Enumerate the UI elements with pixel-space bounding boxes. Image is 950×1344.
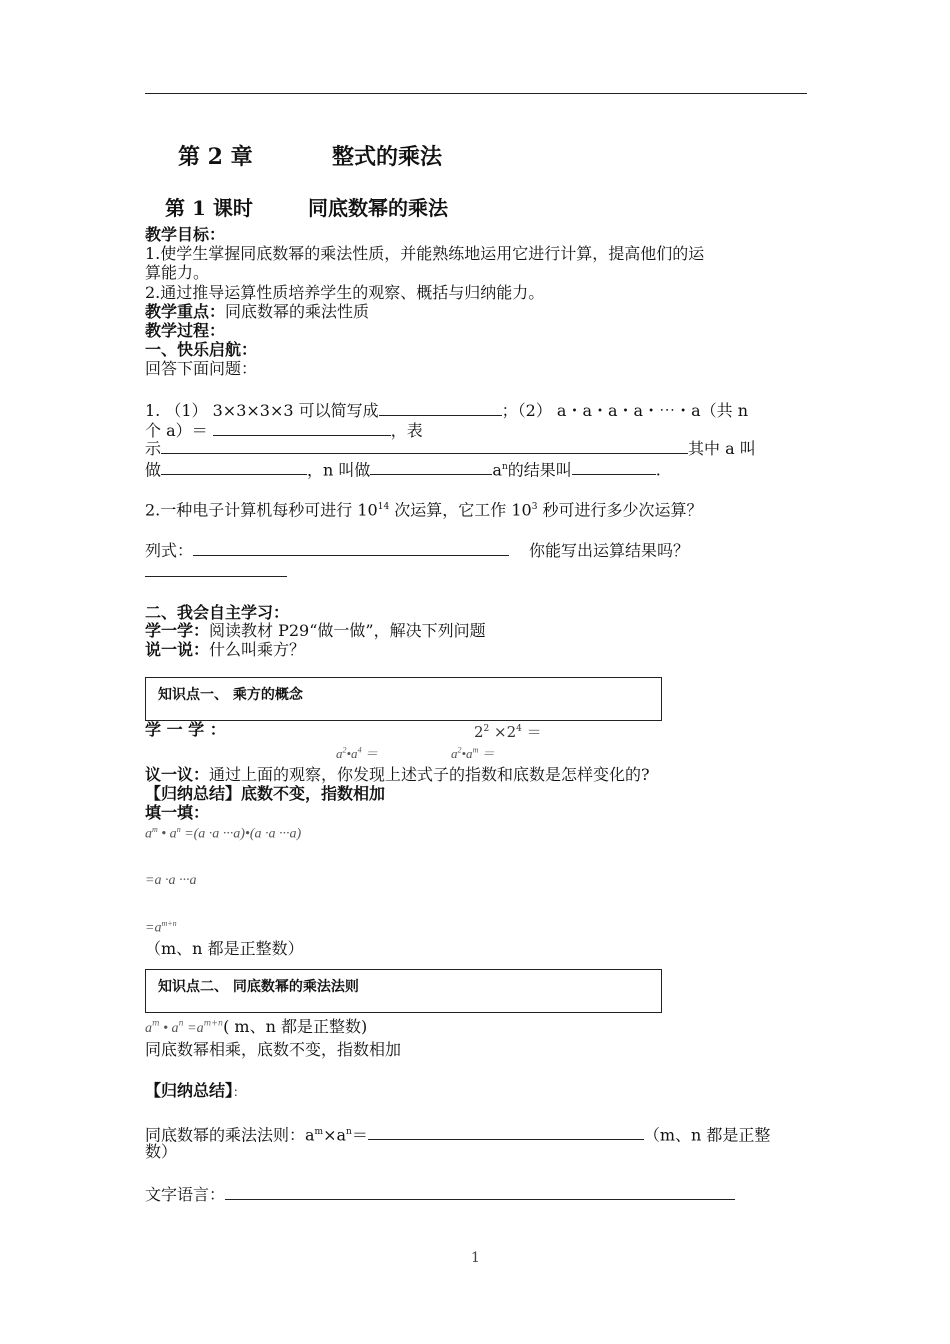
learn-text: 阅读教材 P29“做一做”，解决下列问题 — [209, 621, 486, 640]
process-label: 教学过程： — [145, 321, 226, 340]
q1-part-e: 示 — [145, 439, 162, 458]
focus-text: 同底数幂的乘法性质 — [225, 302, 370, 321]
law-c: ＝ — [351, 1125, 368, 1145]
example-3 — [451, 743, 495, 762]
summary-2-colon: ： — [233, 1085, 246, 1099]
q2-part-a-sup: 14 — [377, 502, 390, 512]
rule-b: • a — [159, 1021, 179, 1036]
q1-part-h: ，n 叫做 — [307, 460, 371, 480]
law-b-sup: n — [346, 1127, 352, 1137]
chapter-title: 整式的乘法 — [332, 144, 443, 170]
focus-line — [145, 302, 369, 321]
q1-part-i: a — [492, 460, 502, 480]
goal-1-line-2: 算能力。 — [145, 263, 210, 282]
ex3-a: a — [451, 746, 458, 761]
deriv-l3-sup: m+n — [161, 919, 177, 928]
law-d: （m、n 都是正整 — [643, 1125, 771, 1145]
rule-text: 同底数幂相乘，底数不变，指数相加 — [145, 1040, 402, 1059]
q1-line-2 — [145, 420, 423, 440]
fill-label: 填一填： — [145, 803, 210, 822]
chapter-number: 第 2 章 — [178, 144, 253, 170]
law-blank[interactable] — [368, 1124, 644, 1140]
learn-line — [145, 621, 486, 640]
ex1-mid: ×2 — [489, 723, 517, 741]
words-blank[interactable] — [225, 1184, 735, 1200]
rule-formula — [145, 1017, 367, 1037]
rule-c: =a — [183, 1021, 204, 1036]
say-text: 什么叫乘方？ — [209, 640, 306, 659]
discuss-label: 议一议： — [145, 765, 210, 784]
q1-line-3 — [145, 438, 756, 458]
focus-label: 教学重点： — [145, 302, 226, 321]
part2-heading: 二、我会自主学习： — [145, 603, 290, 622]
q1-blank-2[interactable] — [213, 420, 391, 436]
discuss-text: 通过上面的观察，你发现上述式子的指数和底数是怎样变化的? — [209, 765, 650, 784]
rule-b-sup: n — [178, 1018, 184, 1028]
ex2-a-sup: 2 — [342, 745, 347, 755]
law-line-2: 数） — [145, 1142, 178, 1161]
q2-part-a: 2.一种电子计算机每秒可进行 10 — [145, 500, 378, 520]
say-label: 说一说： — [145, 640, 210, 659]
derivation-line-2: =a ·a ···a — [145, 873, 197, 888]
q1-blank-6[interactable] — [572, 459, 656, 475]
derivation-line-3 — [145, 919, 177, 937]
summary-2 — [145, 1081, 245, 1102]
formula-label: 列式： — [145, 541, 194, 560]
q2-part-c: 秒可进行多少次运算？ — [537, 500, 703, 520]
ex2-b-sup: 4 — [357, 745, 362, 755]
deriv-a-sup: m — [152, 825, 158, 834]
words-line — [145, 1184, 735, 1204]
ex1-sup: 2 — [483, 724, 490, 734]
lesson-number: 第 1 课时 — [165, 196, 253, 220]
ex3-b: •a — [461, 746, 473, 761]
q1-part-i-sup: n — [501, 462, 508, 472]
q1-part-j: 的结果叫 — [507, 460, 572, 480]
summary-1: 【归纳总结】底数不变，指数相加 — [145, 784, 386, 803]
rule-d: ( m、n 都是正整数) — [223, 1017, 368, 1036]
q1-blank-1[interactable] — [379, 400, 502, 416]
goal-1-line-1: 1.使学生掌握同底数幂的乘法性质，并能熟练地运用它进行计算，提高他们的运 — [145, 244, 705, 263]
q1-part-b: ；（2） a・a・a・a・⋯・a（共 n — [501, 401, 749, 420]
goals-label: 教学目标： — [145, 225, 226, 244]
xue-label: 学 一 学 ： — [145, 720, 226, 739]
deriv-c: =(a ·a ···a)•(a ·a ···a) — [180, 826, 302, 842]
part1-heading: 一、快乐启航： — [145, 340, 258, 359]
discuss-line — [145, 765, 650, 784]
q1-line-4 — [145, 458, 661, 479]
q2-part-b: 次运算，它工作 10 — [389, 500, 532, 520]
q1-blank-3[interactable] — [161, 438, 688, 454]
lesson-title: 同底数幂的乘法 — [308, 196, 448, 220]
say-line — [145, 640, 305, 659]
knowledge-point-2-label: 知识点二、 同底数幂的乘法法则 — [158, 979, 359, 995]
q1-part-f: 其中 a 叫 — [688, 439, 756, 458]
q1-blank-4[interactable] — [161, 459, 307, 475]
law-b: ×a — [323, 1125, 347, 1145]
ex2-a: a — [336, 746, 343, 761]
page-number: 1 — [471, 1250, 480, 1266]
rule-a-sup: m — [152, 1018, 160, 1028]
derivation-line-1 — [145, 825, 301, 843]
formula-ask: 你能写出运算结果吗？ — [529, 541, 690, 560]
q1-part-d: ，表 — [390, 421, 423, 440]
q2-line — [145, 498, 703, 519]
q2-part-b-sup: 3 — [531, 502, 538, 512]
ex2-c: ＝ — [361, 746, 378, 761]
ex1-mid-sup: 4 — [516, 724, 522, 734]
deriv-b-sup: n — [176, 825, 181, 834]
deriv-l3: =a — [145, 920, 162, 936]
q1-line-1 — [145, 400, 748, 420]
formula-line — [145, 540, 689, 560]
example-1 — [474, 721, 542, 742]
q1-part-k: . — [655, 460, 661, 480]
q1-blank-5[interactable] — [370, 459, 492, 475]
ex3-a-sup: 2 — [457, 745, 462, 755]
q1-part-c: 个 a）＝ — [145, 421, 208, 440]
derivation-note: （m、n 都是正整数） — [145, 939, 304, 958]
q1-part-g: 做 — [145, 460, 162, 480]
rule-a: a — [145, 1021, 152, 1036]
knowledge-point-1-label: 知识点一、 乘方的概念 — [158, 687, 303, 703]
learn-label: 学一学： — [145, 621, 210, 640]
rule-c-sup: m+n — [203, 1018, 224, 1028]
ex3-c: ＝ — [478, 746, 495, 761]
header-rule — [145, 93, 807, 94]
ex1-end: ＝ — [521, 723, 542, 741]
summary-2-label: 【归纳总结】 — [145, 1081, 234, 1100]
ex1-base: 2 — [474, 723, 484, 741]
words-label: 文字语言： — [145, 1185, 226, 1204]
q1-part-a: 1. （1） 3×3×3×3 可以简写成 — [145, 401, 379, 420]
law-a: 同底数幂的乘法法则：a — [145, 1125, 315, 1145]
result-blank[interactable] — [145, 576, 287, 577]
example-2 — [336, 743, 378, 762]
knowledge-point-2-box — [145, 969, 662, 1013]
deriv-a: a — [145, 826, 152, 842]
goal-2: 2.通过推导运算性质培养学生的观察、概括与归纳能力。 — [145, 283, 545, 302]
ex2-b: •a — [346, 746, 358, 761]
ex3-b-sup: m — [472, 745, 479, 755]
knowledge-point-1-box — [145, 677, 662, 721]
law-line-1 — [145, 1123, 770, 1144]
formula-blank[interactable] — [193, 540, 509, 556]
law-a-sup: m — [314, 1127, 324, 1137]
deriv-b: • a — [157, 826, 177, 842]
part1-intro: 回答下面问题： — [145, 359, 258, 378]
